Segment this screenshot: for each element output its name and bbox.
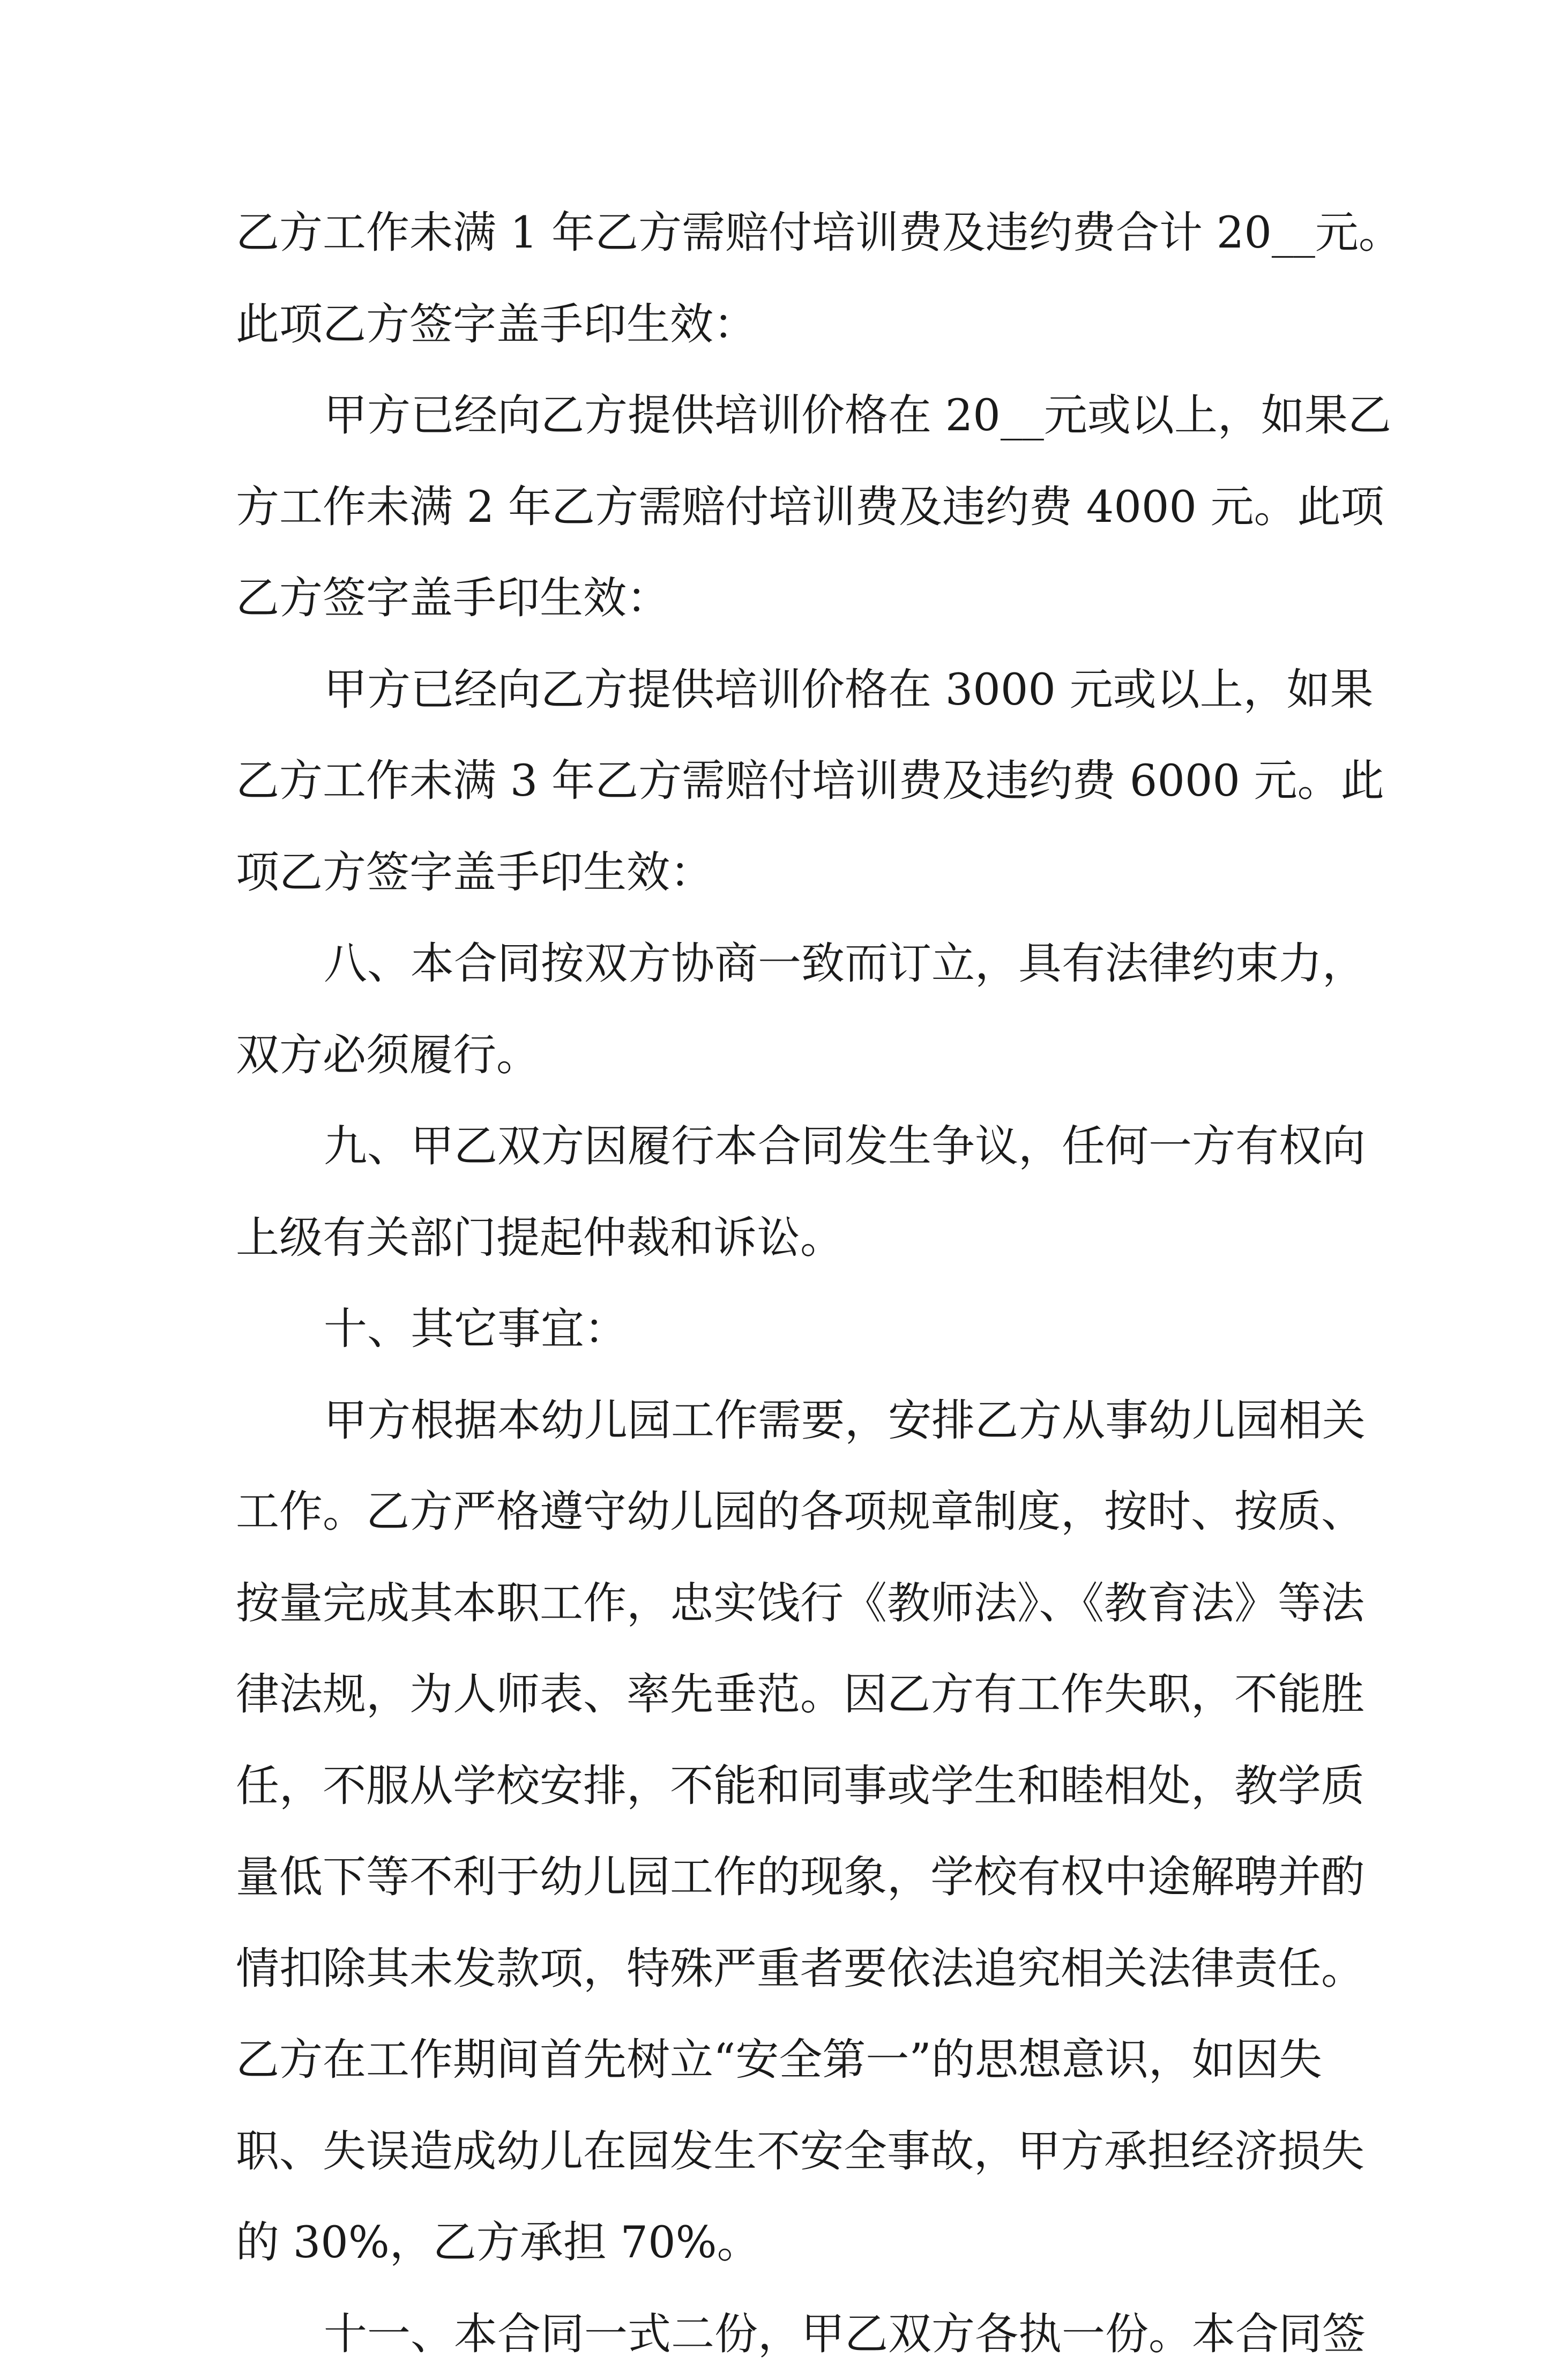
line-text: 情扣除其未发款项，特殊严重者要依法追究相关法律责任。 xyxy=(236,1924,1364,2015)
text-line xyxy=(236,2197,1318,2289)
text-line xyxy=(236,918,1318,1010)
line-text: 律法规，为人师表、率先垂范。因乙方有工作失职，不能胜 xyxy=(236,1649,1364,1741)
line-text: 乙方在工作期间首先树立“安全第一”的思想意识，如因失 xyxy=(236,2015,1322,2106)
text-line xyxy=(236,2015,1318,2106)
text-line xyxy=(236,279,1318,371)
text-line xyxy=(236,462,1318,553)
line-text: 职、失误造成幼儿在园发生不安全事故，甲方承担经济损失 xyxy=(236,2106,1364,2198)
text-line xyxy=(236,1924,1318,2015)
text-line xyxy=(236,1466,1318,1558)
text-line xyxy=(236,370,1318,462)
line-text: 工作。乙方严格遵守幼儿园的各项规章制度，按时、按质、 xyxy=(236,1466,1364,1558)
text-line xyxy=(236,188,1318,279)
text-line xyxy=(236,2289,1318,2380)
text-line xyxy=(236,1010,1318,1102)
line-text: 按量完成其本职工作，忠实饯行《教师法》、《教育法》等法 xyxy=(236,1558,1364,1650)
text-line xyxy=(236,1284,1318,1375)
text-line xyxy=(236,553,1318,645)
document-body xyxy=(236,188,1318,2380)
line-text: 甲方已经向乙方提供培训价格在 3000 元或以上，如果 xyxy=(324,645,1374,736)
line-text: 的 30%，乙方承担 70%。 xyxy=(236,2218,760,2268)
line-text: 甲方已经向乙方提供培训价格在 20__元或以上，如果乙 xyxy=(324,370,1391,462)
text-line xyxy=(236,736,1318,827)
line-text: 八、本合同按双方协商一致而订立，具有法律约束力， xyxy=(324,918,1366,1010)
line-text: 乙方签字盖手印生效： xyxy=(236,573,670,624)
text-line xyxy=(236,1101,1318,1193)
line-text: 十、其它事宜： xyxy=(324,1304,628,1354)
line-text: 十一、本合同一式二份，甲乙双方各执一份。本合同签 xyxy=(324,2289,1366,2380)
text-line xyxy=(236,1649,1318,1741)
line-text: 乙方工作未满 3 年乙方需赔付培训费及违约费 6000 元。此 xyxy=(236,736,1384,827)
text-line xyxy=(236,1375,1318,1467)
text-line xyxy=(236,645,1318,736)
text-line xyxy=(236,2106,1318,2198)
line-text: 方工作未满 2 年乙方需赔付培训费及违约费 4000 元。此项 xyxy=(236,462,1384,553)
line-text: 此项乙方签字盖手印生效： xyxy=(236,300,757,350)
line-text: 乙方工作未满 1 年乙方需赔付培训费及违约费合计 20__元。 xyxy=(236,188,1402,279)
text-line xyxy=(236,1193,1318,1284)
line-text: 任，不服从学校安排，不能和同事或学生和睦相处，教学质 xyxy=(236,1741,1364,1832)
line-text: 双方必须履行。 xyxy=(236,1030,540,1081)
text-line xyxy=(236,1741,1318,1832)
line-text: 量低下等不利于幼儿园工作的现象，学校有权中途解聘并酌 xyxy=(236,1832,1364,1924)
line-text: 九、甲乙双方因履行本合同发生争议，任何一方有权向 xyxy=(324,1101,1366,1193)
text-line xyxy=(236,1832,1318,1924)
text-line xyxy=(236,1558,1318,1650)
line-text: 上级有关部门提起仲裁和诉讼。 xyxy=(236,1213,844,1263)
line-text: 项乙方签字盖手印生效： xyxy=(236,848,713,898)
text-line xyxy=(236,827,1318,919)
line-text: 甲方根据本幼儿园工作需要，安排乙方从事幼儿园相关 xyxy=(324,1375,1366,1467)
